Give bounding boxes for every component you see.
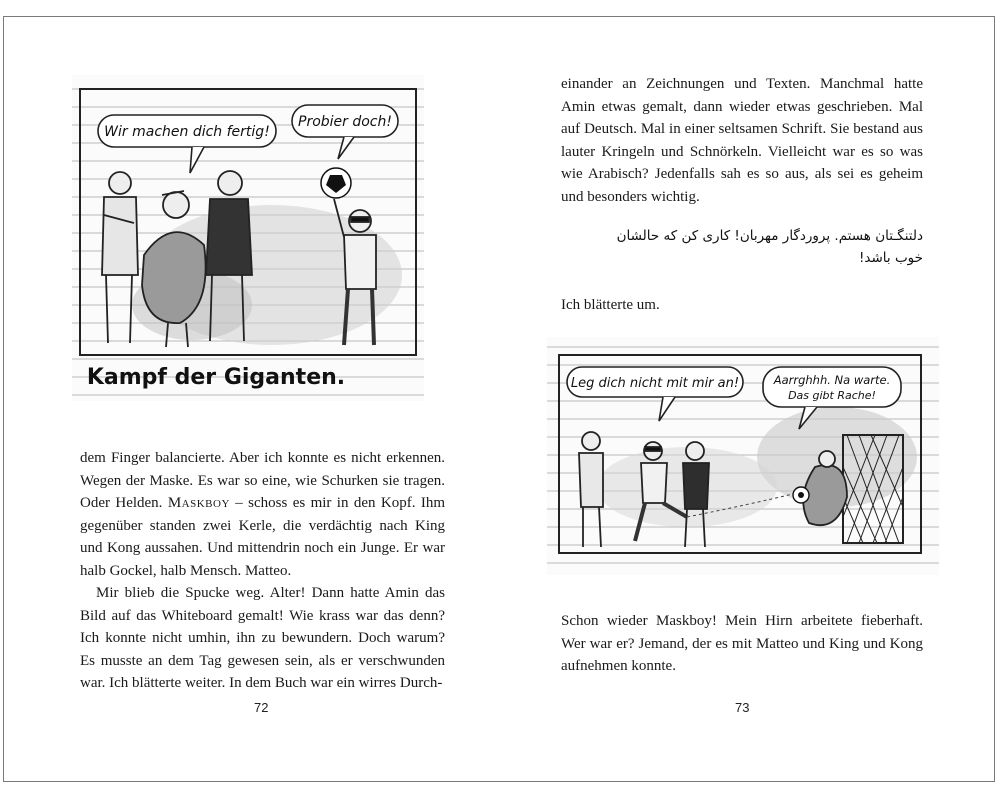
page-number-right: 73 <box>735 700 750 715</box>
right-page <box>499 17 994 781</box>
maskboy-smallcaps: Maskboy <box>167 495 230 512</box>
illustration-caption: Kampf der Giganten. <box>86 365 346 390</box>
illustration-kampf-der-giganten <box>72 75 424 401</box>
illustration-1-drawing <box>72 75 424 401</box>
left-page <box>4 17 499 781</box>
illustration-2-drawing <box>547 337 939 575</box>
left-paragraph-1 <box>80 447 445 583</box>
right-paragraph-2: Ich blätterte um. <box>561 297 660 313</box>
bubble-left-text: Wir machen dich fertig! <box>104 124 270 140</box>
page-number-left: 72 <box>254 700 269 715</box>
right-paragraph-3: Schon wieder Maskboy! Mein Hirn arbeitete fieberhaft. Wer war er? Jemand, der es mit Matteo und King und Kong aufnehmen konnte. <box>561 613 923 675</box>
illustration-maskboy-goal <box>547 337 939 575</box>
bubble-right-text: Probier doch! <box>298 114 392 130</box>
right-paragraph-1: einander an Zeichnungen und Texten. Manchmal hatte Amin etwas gemalt, dann wieder etwas geschrieben. Mal auf Deutsch. Mal in einer seltsamen Schrift. Sie bestand aus lauter Kringeln und Schnörkeln. Vielleicht war es so was wie Arabisch? Jedenfalls sah es so aus, als sei es geheim und besonders wichtig. <box>561 76 923 205</box>
left-paragraph-1-part-b: – schoss es mir in den Kopf. Ihm gegenüber standen zwei Kerle, die verdächtig nach King und Kong aussahen. Und mittendrin noch ein Junge. Er war halb Gockel, halb Mensch. Matteo. <box>80 495 446 579</box>
farsi-text-block <box>561 225 923 269</box>
left-paragraph-1-part-a: dem Finger balancierte. Aber ich konnte es nicht erkennen. Wegen der Maske. Es war so eine, wie Schurken sie tragen. Oder Helden. <box>80 450 445 512</box>
farsi-line-1: دلتنگـتان هستم. پروردگار مهربان! کاری کن که حالشان <box>616 228 923 244</box>
bubble-aarrghhh-line-2: Das gibt Rache! <box>788 389 876 402</box>
bubble-leg-dich-text: Leg dich nicht mit mir an! <box>570 376 740 391</box>
farsi-line-2: خوب باشد! <box>859 250 923 266</box>
bubble-aarrghhh-line-1: Aarrghhh. Na warte. <box>773 373 891 387</box>
left-paragraph-2: Mir blieb die Spucke weg. Alter! Dann hatte Amin das Bild auf das Whiteboard gemalt! Wie krass war das denn? Ich konnte nicht umhin, ihn zu bewundern. Doch warum? Es musste an dem Tag gewesen sein, als er verschwunden war. Ich blätterte weiter. In dem Buch war ein wirres Durch- <box>80 585 445 692</box>
book-spread <box>3 16 995 782</box>
